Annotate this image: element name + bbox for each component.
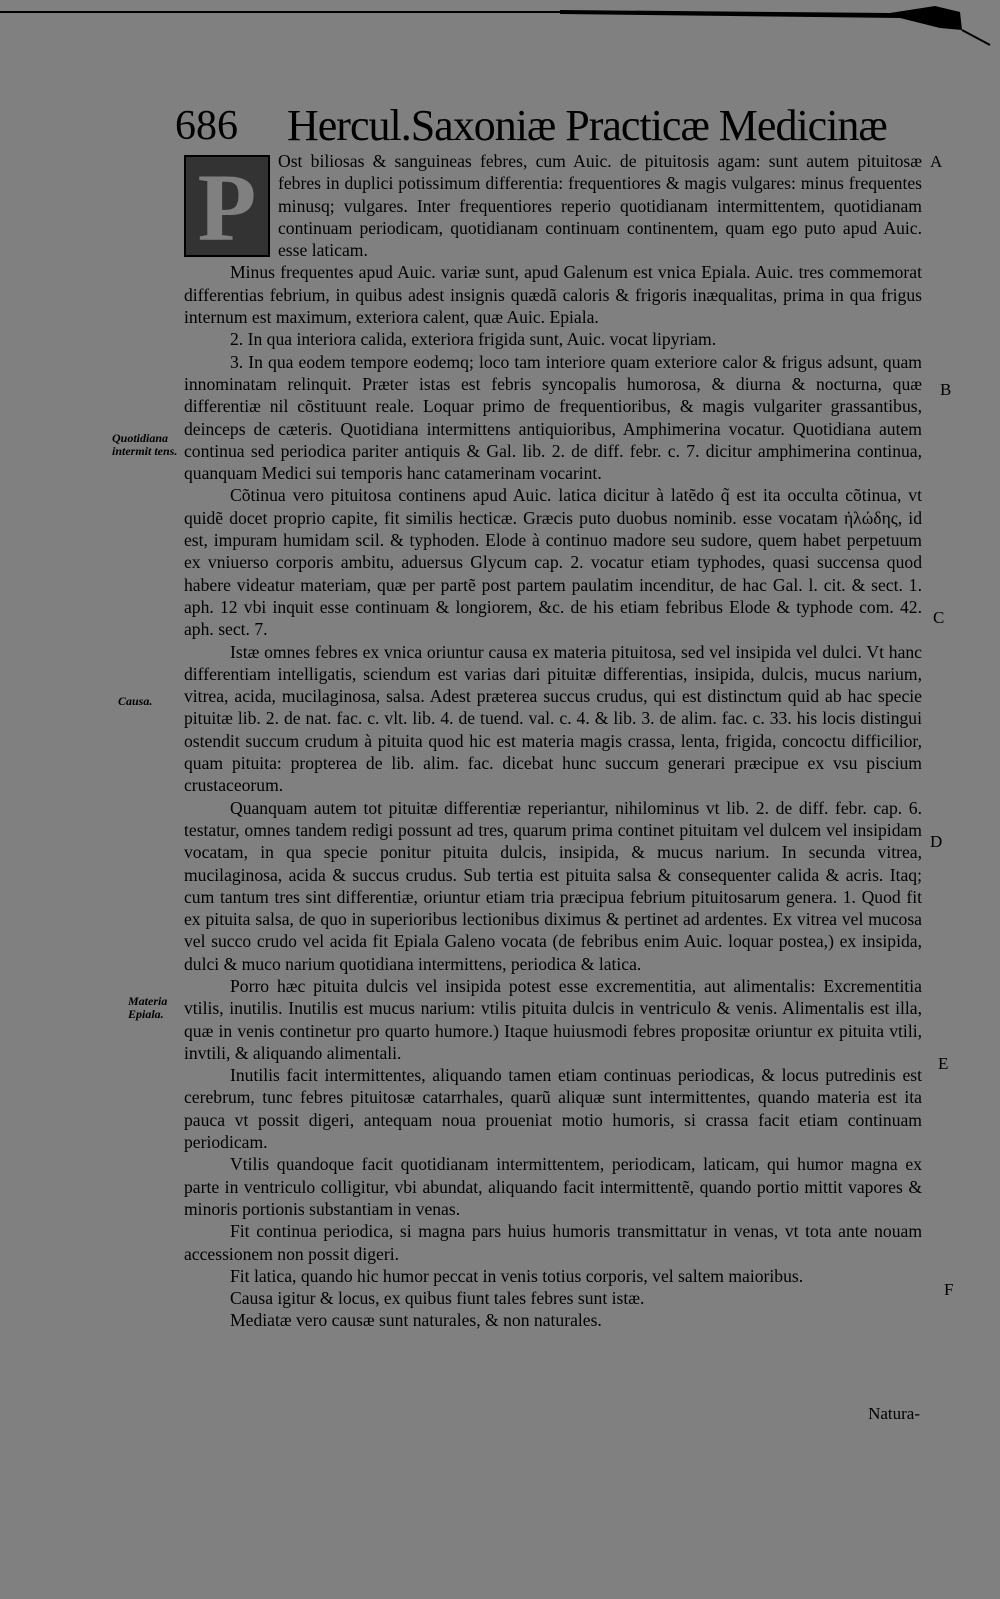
section-letter-c: C xyxy=(933,608,945,627)
page-header xyxy=(175,100,887,152)
running-title: Hercul.Saxoniæ Practicæ Medicinæ xyxy=(287,101,887,150)
margin-note-materia: Materia Epiala. xyxy=(128,994,168,1021)
section-letter-b: B xyxy=(940,380,952,399)
margin-note-quotidiana: Quotidiana intermit tens. xyxy=(112,431,178,458)
page-number: 686 xyxy=(175,103,238,149)
section-letter-e: E xyxy=(938,1054,949,1073)
paragraph-7: Quanquam autem tot pituitæ differentiæ reperiantur, nihilominus vt lib. 2. de diff. febr. cap. 6. testatur, omnes tandem redigi possunt ad tres, quarum prima continet pituitam vel dulcem vel insipidam vocatam, in qua specie ponitur pituita dulcis, insipida, & mucus narium. In secunda vitrea, mucilaginosa, acida & succus crudus. Sub tertia est pituita salsa & consequenter calida & acris. Itaq; cum tantum tres sint differentiæ, oriuntur etiam tria præcipua febrium pituitosarum genera. 1. Quod fit ex pituita salsa, de quo in superioribus lectionibus diximus & pertinet ad ardentes. Ex vitrea vel mucosa vel succo crudo vel acida fit Epiala Galeno vocata (de febribus enim Auic. loquar postea,) ex insipida, dulci & muco narium quotidiana intermittens, periodica & latica. xyxy=(184,797,922,974)
paragraph-13: Causa igitur & locus, ex quibus fiunt tales febres sunt istæ. xyxy=(230,1288,645,1309)
paragraph-9: Inutilis facit intermittentes, aliquando tamen etiam continuas periodicas, & locus putredinis est cerebrum, tunc febres pituitosæ catarrhales, quarũ aliquæ sunt intermittentes, quando materia est ita pauca vt possit digeri, antequam noua proueniat motio humoris, si crassa facit etiam continuam periodicam. xyxy=(184,1065,922,1153)
paragraph-8: Porro hæc pituita dulcis vel insipida potest esse excrementitia, aut alimentalis: Excrementitia vtilis, inutilis. Inutilis est mucus narium: vtilis pituita dulcis in ventriculo & venis. Alimentalis est illa, quæ in venis continetur pro quarto humore.) Itaque huiusmodi febres propositæ oriuntur ex pituita vtili, invtili, & aliquando alimentali. xyxy=(184,975,922,1063)
paragraph-10: Vtilis quandoque facit quotidianam intermittentem, periodicam, laticam, qui humor magna ex parte in ventriculo colligitur, vbi abundat, aliquando facit intermittentẽ, quando portio mittit vapores & minoris portionis substantiam in venas. xyxy=(184,1154,922,1219)
section-letter-f: F xyxy=(944,1280,954,1299)
catchword: Natura- xyxy=(868,1404,920,1423)
section-letter-d: D xyxy=(930,832,943,851)
scan-edge-rule xyxy=(0,0,1000,60)
paragraph-11: Fit continua periodica, si magna pars huius humoris transmittatur in venas, vt tota ante nouam accessionem non possit digeri. xyxy=(184,1221,922,1264)
text-body xyxy=(184,150,922,1332)
paragraph-2: Minus frequentes apud Auic. variæ sunt, apud Galenum est vnica Epiala. Auic. tres commemorat differentias febrium, in quibus adest insignis quædã caloris & frigoris inæqualitas, prima in qua frigus internum est maximum, exteriora calent, quæ Auic. Epiala. xyxy=(184,262,922,328)
paragraph-6: Istæ omnes febres ex vnica oriuntur causa ex materia pituitosa, sed vel insipida vel dulci. Vt hanc differentiam intelligatis, sciendum est varias dari pituitæ differentias, insipida, dulcis, mucus narium, vitrea, acida, mucilaginosa, salsa. Adest præterea succus crudus, qui est distinctum quid ab hac specie pituitæ lib. 2. de nat. fac. c. vlt. lib. 4. de tuend. val. c. 4. & lib. 3. de alim. fac. c. 33. his locis distingui ostendit succum crudum à pituita quod hic est materia magis crassa, lenta, frigida, concoctu difficilior, quam pituita: propterea de lib. alim. fac. dicebat hunc succum generari præcipue ex vsu piscium crustaceorum. xyxy=(184,641,922,796)
paragraph-1 xyxy=(184,150,922,261)
paragraph-5: Cõtinua vero pituitosa continens apud Auic. latica dicitur à latẽdo q̃ est ita occulta cõtinua, vt quidẽ docet proprio capite, fit similis hecticæ. Græcis puto duobus nominib. esse vocatam ἠλώδης, id est, impuram humidam scil. & typhoden. Elode à continuo madore seu sudore, quem habet perpetuum ex vniuerso corporis ambitu, aduersus Glycum cap. 2. vocatur etiam typhodes, quasi succensa quod habere videatur materiam, quæ per partẽ post partem paulatim incenditur, de hac Gal. l. cit. & sect. 1. aph. 12 vbi inquit esse continuam & longiorem, &c. de his etiam febribus Elode & typhode com. 42. aph. sect. 7. xyxy=(184,485,922,640)
paragraph-4: 3. In qua eodem tempore eodemq; loco tam interiore quam exteriore calor & frigus adsunt, quam innominatam relinquit. Præter istas est febris syncopalis humorosa, & diurna & nocturna, quæ differentiæ nil cõstituunt reale. Loquar primo de frequentioribus, & magis vulgariter grassantibus, deinceps de cæteris. Quotidiana intermittens antiquioribus, Amphimerina vocatur. Quotidiana autem continua sed periodica pariter antiquis & Gal. lib. 2. de diff. febr. c. 7. dicitur amphimerina continua, quanquam Medici sui temporis hanc catamerinam vocarint. xyxy=(184,351,922,484)
decorated-initial: P xyxy=(184,155,270,257)
paragraph-1-text: Ost biliosas & sanguineas febres, cum Auic. de pituitosis agam: sunt autem pituitosæ febres in duplici potissimum differentia: frequentiores & magis vulgares: minus frequentes minusq; vulgares. Inter frequentiores reperio quotidianam intermittentem, quotidianam continuam periodicam, quotidianam continuam continentem, quam ego puto apud Auic. esse laticam. xyxy=(278,151,922,261)
paragraph-12: Fit latica, quando hic humor peccat in venis totius corporis, vel saltem maioribus. xyxy=(230,1265,804,1286)
section-letter-a: A xyxy=(930,152,943,171)
margin-note-causa: Causa. xyxy=(118,694,153,708)
paragraph-3: 2. In qua interiora calida, exteriora frigida sunt, Auic. vocat lipyriam. xyxy=(230,329,717,350)
paragraph-14: Mediatæ vero causæ sunt naturales, & non naturales. xyxy=(230,1310,602,1331)
